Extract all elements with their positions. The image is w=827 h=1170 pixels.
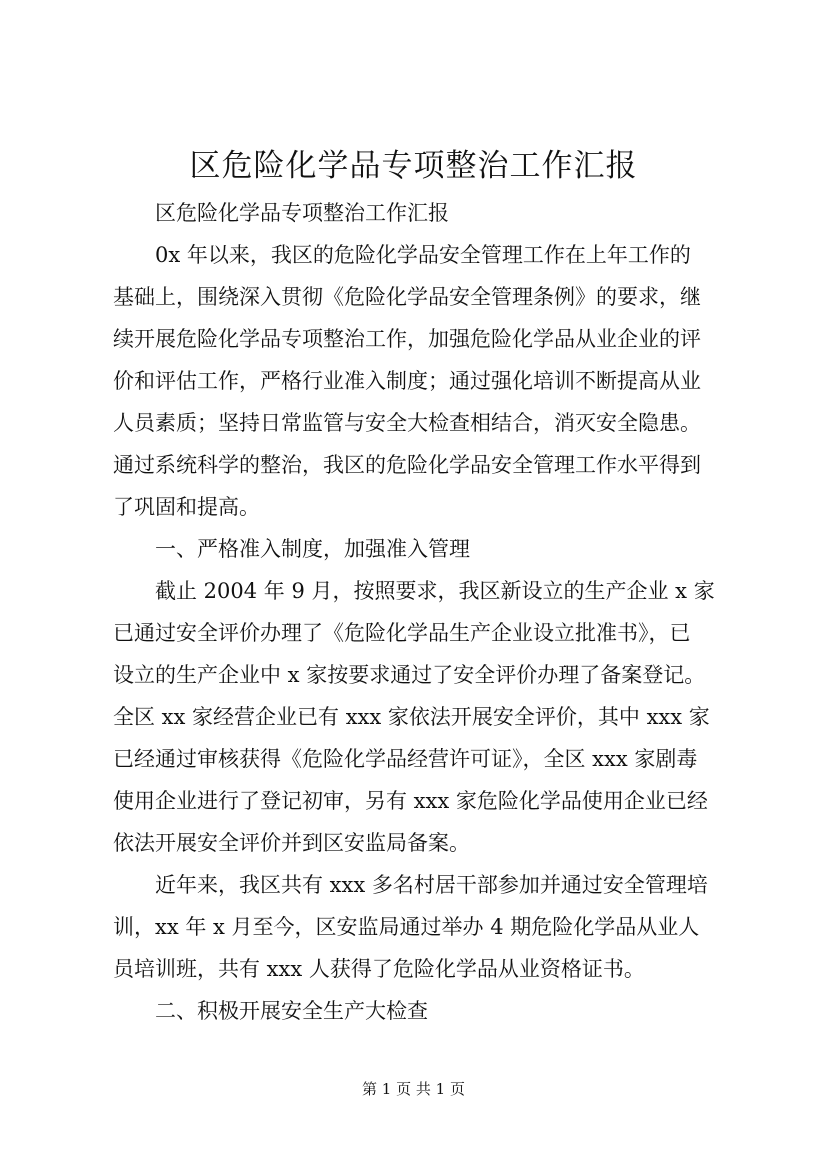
paragraph-line: 了巩固和提高。 <box>113 495 260 519</box>
paragraph-line: 已经通过审核获得《危险化学品经营许可证》，全区 xxx 家剧毒 <box>113 747 698 771</box>
paragraph-line: 截止 2004 年 9 月，按照要求，我区新设立的生产企业 x 家 <box>155 579 715 603</box>
subtitle-line: 区危险化学品专项整治工作汇报 <box>155 201 449 225</box>
paragraph-line: 训，xx 年 x 月至今，区安监局通过举办 4 期危险化学品从业人 <box>113 915 700 939</box>
paragraph-line: 全区 xx 家经营企业已有 xxx 家依法开展安全评价，其中 xxx 家 <box>113 705 710 729</box>
section-heading-1: 一、严格准入制度，加强准入管理 <box>155 537 470 561</box>
paragraph-line: 员培训班，共有 xxx 人获得了危险化学品从业资格证书。 <box>113 957 645 981</box>
paragraph-line: 设立的生产企业中 x 家按要求通过了安全评价办理了备案登记。 <box>113 663 706 687</box>
paragraph-line: 已通过安全评价办理了《危险化学品生产企业设立批准书》，已 <box>113 621 691 645</box>
page-footer: 第 1 页 共 1 页 <box>362 1080 465 1098</box>
paragraph-line: 依法开展安全评价并到区安监局备案。 <box>113 831 470 855</box>
paragraph-line: 近年来，我区共有 xxx 多名村居干部参加并通过安全管理培 <box>155 873 708 897</box>
paragraph-line: 续开展危险化学品专项整治工作，加强危险化学品从业企业的评 <box>113 327 701 351</box>
paragraph-line: 使用企业进行了登记初审，另有 xxx 家危险化学品使用企业已经 <box>113 789 708 813</box>
section-heading-2: 二、积极开展安全生产大检查 <box>155 999 428 1023</box>
paragraph-line: 0x 年以来，我区的危险化学品安全管理工作在上年工作的 <box>155 243 691 267</box>
document-title: 区危险化学品专项整治工作汇报 <box>189 148 638 184</box>
paragraph-line: 价和评估工作，严格行业准入制度；通过强化培训不断提高从业 <box>113 369 701 393</box>
paragraph-line: 通过系统科学的整治，我区的危险化学品安全管理工作水平得到 <box>113 453 701 477</box>
paragraph-line: 基础上，围绕深入贯彻《危险化学品安全管理条例》的要求，继 <box>113 285 701 309</box>
paragraph-line: 人员素质；坚持日常监管与安全大检查相结合，消灭安全隐患。 <box>113 411 701 435</box>
